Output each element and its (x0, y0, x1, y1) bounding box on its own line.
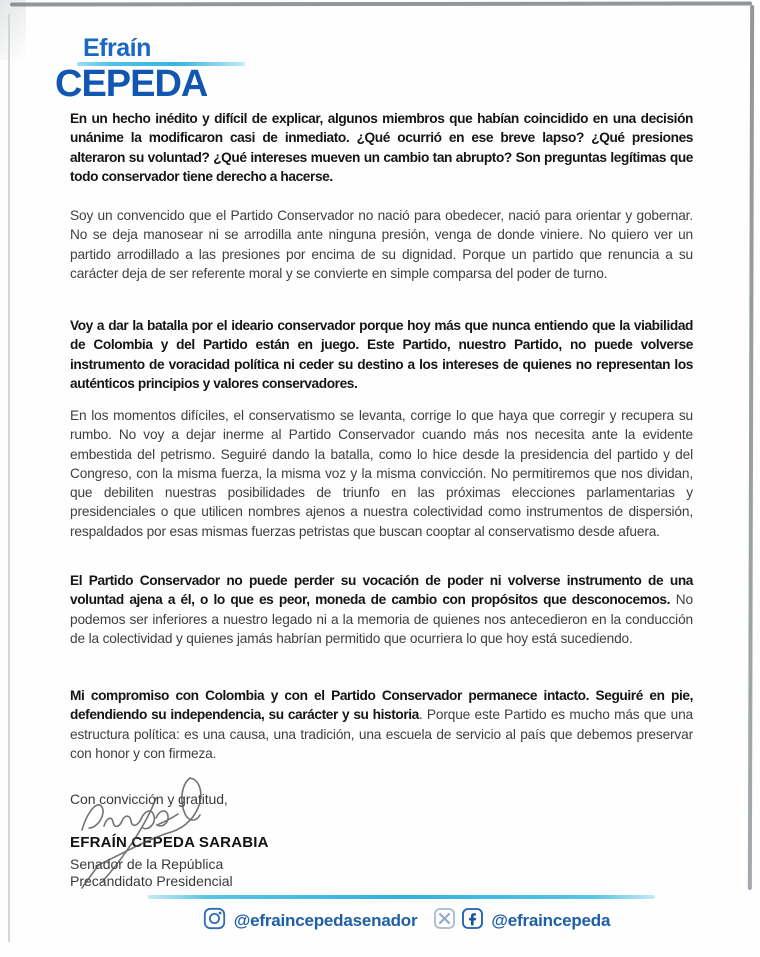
handwritten-signature (58, 770, 308, 890)
paragraph (70, 686, 693, 763)
footer-divider-line (148, 895, 655, 899)
instagram-handle[interactable]: @efraincepedasenador (233, 911, 418, 930)
paragraph (70, 109, 693, 186)
closing-salutation: Con convicción y gratitud, (70, 791, 228, 807)
x-facebook-handle[interactable]: @efraincepeda (491, 911, 611, 930)
page-edge-shadow (748, 5, 754, 890)
paragraph (70, 316, 693, 393)
signer-name: EFRAÍN CEPEDA SARABIA (70, 834, 269, 851)
logo-last-name: CEPEDA (55, 63, 208, 105)
paragraph (70, 571, 693, 648)
footer-social-row (0, 905, 760, 937)
signer-title-precandidate: Precandidato Presidencial (70, 873, 233, 889)
paragraph-segment: En un hecho inédito y difícil de explicar, algunos miembros que habían coincidido en una decisión unánime la modificaron casi de inmediato. ¿Qué ocurrió en ese breve lapso? ¿Qué presiones alteraron su voluntad? ¿Qué intereses mueven un cambio tan abrupto? Son preguntas legítimas que todo conservador tiene derecho a hacerse. (70, 111, 693, 184)
signer-title-senator: Senador de la República (70, 856, 224, 872)
paragraph-segment: No podemos ser inferiores a nuestro legado ni a la memoria de quienes nos antecedieron en la conducción de la colectividad y quienes jamás habrían permitido que ocurriera lo que hoy está sucediendo. (70, 592, 694, 646)
paragraph-segment: Soy un convencido que el Partido Conservador no nació para obedecer, nació para orientar y gobernar. No se deja manosear ni se arrodilla ante ninguna presión, venga de donde viniere. No quiero ver un partido arrodillado a las presiones por encima de su dignidad. Porque un partido que renuncia a su carácter deja de ser referente moral y se convierte en simple comparsa del poder de turno. (70, 208, 693, 281)
instagram-icon[interactable] (202, 906, 227, 936)
paragraph-segment: El Partido Conservador no puede perder su vocación de poder ni volverse instrumento de una voluntad ajena a él, o lo que es peor, moneda de cambio con propósitos que desconocemos. (70, 573, 693, 608)
logo-first-name: Efraín (83, 34, 151, 62)
paragraph-segment: En los momentos difíciles, el conservatismo se levanta, corrige lo que haya que corregir y recupera su rumbo. No voy a dejar inerme al Partido Conservador cuando más nos necesita ante la evidente embestida del petrismo. Seguiré dando la batalla, como lo hice desde la presidencia del partido y del Congreso, con la misma fuerza, la misma voz y la misma convicción. No permitiremos que nos dividan, que debiliten nuestras posibilidades de triunfo en las próximas elecciones parlamentarias y presidenciales o que utilicen nombres ajenos a nuestra colectividad como instrumentos de dispersión, respaldados por esas mismas fuerzas petristas que buscan cooptar al conservatismo desde afuera. (70, 408, 693, 539)
paragraph (70, 406, 693, 541)
paragraph-segment: Mi compromiso con Colombia y con el Partido Conservador permanece intacto. Seguiré en pie, defendiendo su independencia, su carácter y su historia (70, 688, 693, 723)
page-top-edge (10, 1, 752, 6)
page-left-edge (8, 14, 10, 942)
paragraph-segment: . Porque este Partido es mucho más que una estructura política: es una causa, una tradición, una escuela de servicio al país que debemos preservar con honor y con firmeza. (70, 707, 693, 761)
x-icon[interactable] (433, 907, 456, 935)
paragraph-segment: Voy a dar la batalla por el ideario conservador porque hoy más que nunca entiendo que la viabilidad de Colombia y del Partido están en juego. Este Partido, nuestro Partido, no puede volverse instrumento de voracidad política ni ceder su destino a los intereses de quienes no representan los auténticos principios y valores conservadores. (70, 318, 693, 391)
facebook-icon[interactable] (461, 907, 484, 935)
scan-corner-shade (0, 0, 26, 60)
paragraph (70, 206, 693, 283)
